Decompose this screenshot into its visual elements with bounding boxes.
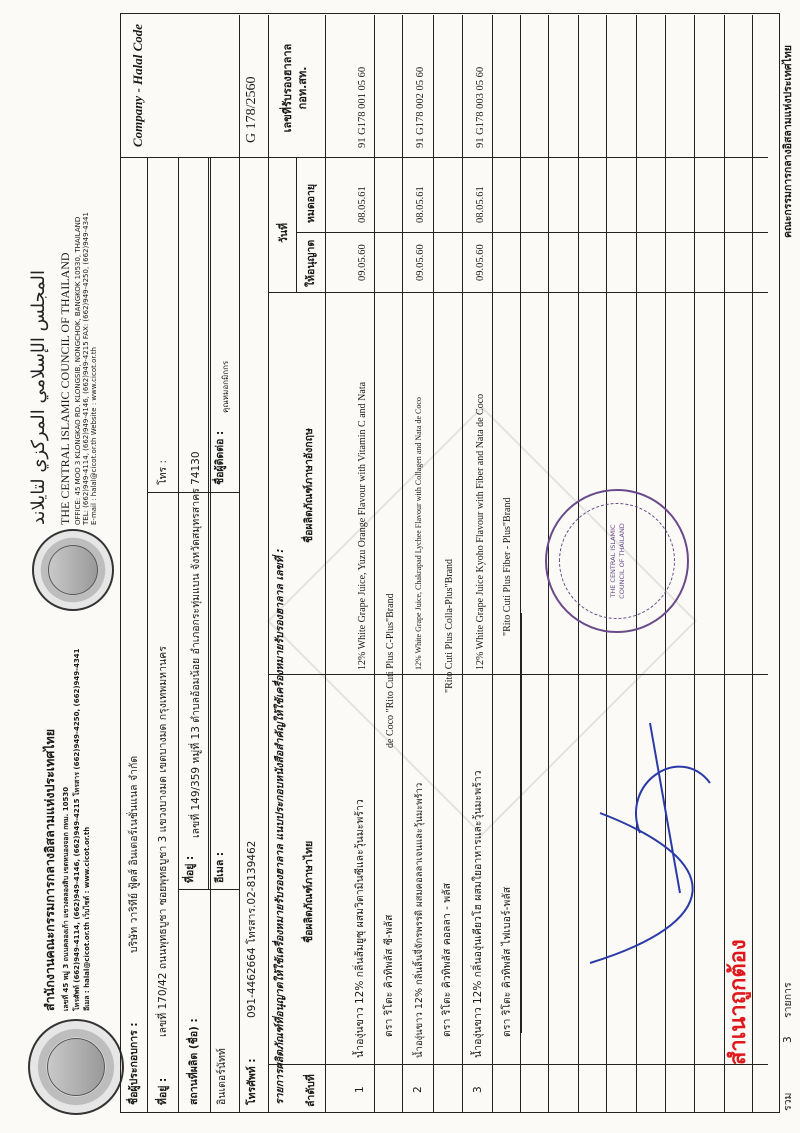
stamp-ring-text: THE CENTRAL ISLAMIC COUNCIL OF THAILAND <box>609 523 626 599</box>
copy-certified-stamp: สำเนาถูกต้อง <box>726 939 751 1065</box>
phone-value: 091-4462664 โทรสาร.02-8139462 <box>246 840 258 1018</box>
row2-name-english-1: 12% White Grape Juice, Chakrapad Lychee Flavour with Collagen and Nata de Coco <box>414 397 423 670</box>
phone-label: โทรศัพท์ : <box>246 1058 258 1105</box>
footer-org-name: คณะกรรมการกลางอิสลามแห่งประเทศไทย <box>782 45 794 238</box>
row3-cert-no: 91 G178 003 05 60 <box>475 66 486 148</box>
row2-issue-date: 09.05.60 <box>415 244 426 281</box>
company-address: เลขที่ 170/42 ถนนพุทธบูชา ซอยพุทธบูชา 3 แขวงบางมด เขตบางมด กรุงเทพมหานคร <box>157 646 169 1037</box>
company-name-label: ชื่อผู้ประกอบการ : <box>128 1022 140 1105</box>
factory-address: เลขที่ 149/359 หมู่ที่ 13 ตำบลอ้อมน้อย อำเภอกระทุ่มแบน จังหวัดสมุทรสาคร 74130 <box>190 451 202 838</box>
row1-name-english-1: 12% White Grape Juice, Yuzu Orange Flavour with Vitamin C and Nata <box>357 381 368 670</box>
row3-name-thai-1: น้ำองุ่นขาว 12% กลิ่นองุ่นเคียวโฮ ผสมใยอาหารและวุ้นมะพร้าว <box>472 770 484 1058</box>
factory-name-label: สถานที่ผลิต (ชื่อ) : <box>188 1018 200 1105</box>
total-label: รวม <box>782 1092 794 1111</box>
row3-expire-date: 08.05.61 <box>475 186 486 223</box>
email-label: อีเมล : <box>214 851 226 883</box>
factory-address-label: ที่อยู่ : <box>184 855 196 883</box>
row2-cert-no: 91 G178 002 05 60 <box>415 66 426 148</box>
header-name-english: ชื่อผลิตภัณฑ์ภาษาอังกฤษ <box>303 428 315 543</box>
company-halal-code: G 178/2560 <box>244 76 259 143</box>
row1-no: 1 <box>354 1086 366 1093</box>
row1-name-english-2: de Coco "Rito Cuti Plus C-Plus"Brand <box>385 593 396 748</box>
org-name-thai: สำนักงานคณะกรรมการกลางอิสลามแห่งประเทศไทย <box>42 728 57 1011</box>
org-email-line: E-mail : halal@cicot.or.th Website : www.cicot.or.th <box>90 347 98 525</box>
header-no: ลำดับที่ <box>305 1074 317 1107</box>
row1-issue-date: 09.05.60 <box>357 244 368 281</box>
row1-cert-no: 91 G178 001 05 60 <box>357 66 368 148</box>
header-issue-date: ให้อนุญาต <box>305 239 317 287</box>
row3-name-thai-2: ตรา ริโตะ คิวทิพลัส ไฟเบอร์-พลัส <box>501 886 513 1037</box>
row1-name-thai-1: น้ำองุ่นขาว 12% กลิ่นส้มยูซุ ผสมวิตามินซีและวุ้นมะพร้าว <box>354 799 366 1058</box>
row1-expire-date: 08.05.61 <box>357 186 368 223</box>
row3-issue-date: 09.05.60 <box>475 244 486 281</box>
row2-name-thai-1: น้ำองุ่นขาว 12% กลิ่นลิ้นจี่จักรพรรดิ ผสมคอลลาเจนและวุ้นมะพร้าว <box>414 782 425 1058</box>
org-seal-center <box>32 529 114 611</box>
org-contact-thai-2: อีเมล : halal@cicot.or.th เว็บไซต์ : www.cicot.or.th <box>83 826 91 1011</box>
row3-name-english-1: 12% White Grape Juice Kyoho Flavour with Fiber and Nata de Coco <box>475 393 486 670</box>
header-date: วันที่ <box>278 223 290 243</box>
row1-name-thai-2: ตรา ริโตะ คิวทิพลัส ซี-พลัส <box>383 914 395 1037</box>
header-expire-date: หมดอายุ <box>305 183 317 223</box>
org-address-thai: เลขที่ 45 หมู่ 3 ถนนคลองเก้า แขวงคลองสิบ เขตหนองจอก กทม. 10530 <box>62 786 70 1011</box>
row2-name-thai-2: ตรา ริโตะ คิวทิพลัส คอลลา - พลัส <box>441 882 453 1037</box>
row3-name-english-2: "Rito Cuti Plus Fiber - Plus"Brand <box>502 497 513 636</box>
row2-no: 2 <box>412 1086 424 1093</box>
org-tel-line: TEL: (662)949-4114, (662)949-4146, (662)949-4215 FAX: (662)949-4250, (662)949-4341 <box>82 212 90 525</box>
org-seal-left <box>28 1019 124 1115</box>
row2-expire-date: 08.05.61 <box>415 186 426 223</box>
section-title: รายการผลิตภัณฑ์ที่อนุญาตให้ใช้เครื่องหมายรับรองฮาลาล แนบประกอบหนังสือสำคัญให้ใช้เครื่องหมายรับรองฮาลาล เลขที่ : <box>274 548 286 1105</box>
org-contact-thai-1: โทรศัพท์ (662)949-4114, (662)949-4146, (662)949-4215 โทรสาร (662)949-4250, (662)949-4341 <box>73 648 81 1011</box>
signature <box>560 683 760 983</box>
header-cert-no: เลขที่รับรองฮาลาล กอท.สท. <box>281 43 309 133</box>
row3-no: 3 <box>472 1086 484 1093</box>
contact-name: คุณหมอกมิกกร <box>221 360 230 413</box>
company-halal-code-title: Company - Halal Code <box>130 23 145 148</box>
company-address-label: ที่อยู่ : <box>157 1077 169 1105</box>
factory-name: อินเตอร์นัทท์ <box>216 1048 228 1105</box>
org-name-english: THE CENTRAL ISLAMIC COUNCIL OF THAILAND <box>58 252 72 525</box>
header-name-thai: ชื่อผลิตภัณฑ์ภาษาไทย <box>303 840 315 943</box>
row2-name-english-2: "Rito Cuti Plus Colla-Plus"Brand <box>444 558 455 693</box>
total-unit: รายการ <box>782 982 794 1018</box>
total-count: 3 <box>782 1036 794 1043</box>
official-round-stamp <box>545 489 689 633</box>
org-office-line: OFFICE: 45 MOO 3 KLONGKAO RD. KLONGSIB, NONGCHOK, BANGKOK 10530, THAILAND <box>74 216 82 525</box>
contact-label: ชื่อผู้ติดต่อ : <box>214 430 226 485</box>
company-tel-label: โทร : <box>157 459 169 485</box>
company-name: บริษัท วาริทีย์ ฟู้ดส์ อินเตอร์เนชั่นแนล จำกัด <box>128 755 140 953</box>
org-name-arabic: المجلس الإسلامي المركزي لتايلاند <box>28 269 49 525</box>
